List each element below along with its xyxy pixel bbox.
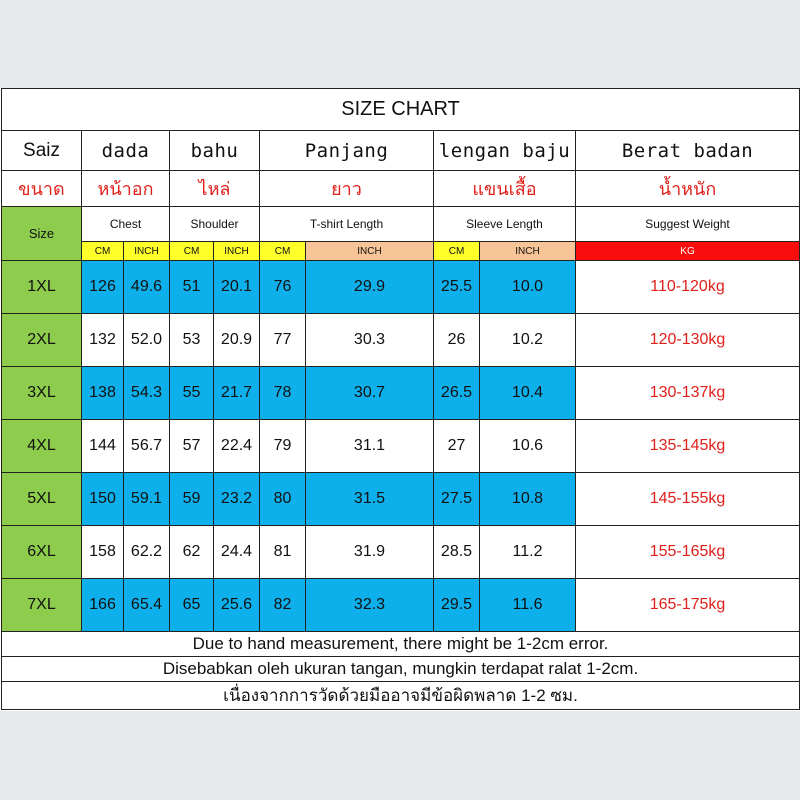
header-en-chest: Chest <box>82 207 170 242</box>
weight-cell: 145-155kg <box>576 473 800 526</box>
shoulder-cm-cell: 57 <box>170 420 214 473</box>
shoulder-cm-cell: 51 <box>170 261 214 314</box>
chest-cm-cell: 150 <box>82 473 124 526</box>
header-ms-length: Panjang <box>260 131 434 171</box>
unit-chest-cm: CM <box>82 242 124 261</box>
shoulder-cm-cell: 53 <box>170 314 214 367</box>
bottom-background <box>0 711 800 800</box>
chest-cm-cell: 132 <box>82 314 124 367</box>
chest-cm-cell: 158 <box>82 526 124 579</box>
english-header-row <box>2 207 800 242</box>
chest-inch-cell: 59.1 <box>124 473 170 526</box>
weight-cell: 120-130kg <box>576 314 800 367</box>
unit-weight-kg: KG <box>576 242 800 261</box>
header-en-length: T-shirt Length <box>260 207 434 242</box>
sleeve-cm-cell: 26.5 <box>434 367 480 420</box>
sleeve-cm-cell: 27 <box>434 420 480 473</box>
malay-header-row <box>2 131 800 171</box>
shoulder-inch-cell: 24.4 <box>214 526 260 579</box>
chest-cm-cell: 144 <box>82 420 124 473</box>
shoulder-inch-cell: 21.7 <box>214 367 260 420</box>
unit-row <box>2 242 800 261</box>
weight-cell: 130-137kg <box>576 367 800 420</box>
thai-header-row <box>2 171 800 207</box>
table-row <box>2 261 800 314</box>
table-row <box>2 579 800 632</box>
shoulder-cm-cell: 55 <box>170 367 214 420</box>
chest-cm-cell: 138 <box>82 367 124 420</box>
footer-note-en: Due to hand measurement, there might be 1-2cm error. <box>2 632 800 657</box>
top-background <box>0 0 800 88</box>
chest-inch-cell: 56.7 <box>124 420 170 473</box>
sleeve-inch-cell: 10.0 <box>480 261 576 314</box>
shoulder-inch-cell: 23.2 <box>214 473 260 526</box>
header-ms-sleeve: lengan baju <box>434 131 576 171</box>
shoulder-cm-cell: 65 <box>170 579 214 632</box>
table-row <box>2 473 800 526</box>
header-ms-shoulder: bahu <box>170 131 260 171</box>
length-inch-cell: 30.7 <box>306 367 434 420</box>
sleeve-inch-cell: 10.2 <box>480 314 576 367</box>
length-inch-cell: 30.3 <box>306 314 434 367</box>
chest-inch-cell: 52.0 <box>124 314 170 367</box>
header-ms-weight: Berat badan <box>576 131 800 171</box>
size-cell: 7XL <box>2 579 82 632</box>
header-th-weight: น้ำหนัก <box>576 171 800 207</box>
weight-cell: 165-175kg <box>576 579 800 632</box>
header-ms-chest: dada <box>82 131 170 171</box>
chest-inch-cell: 49.6 <box>124 261 170 314</box>
footer-note-ms: Disebabkan oleh ukuran tangan, mungkin terdapat ralat 1-2cm. <box>2 657 800 682</box>
length-cm-cell: 81 <box>260 526 306 579</box>
header-en-weight: Suggest Weight <box>576 207 800 242</box>
sleeve-cm-cell: 27.5 <box>434 473 480 526</box>
header-en-size: Size <box>2 207 82 261</box>
length-inch-cell: 32.3 <box>306 579 434 632</box>
length-cm-cell: 79 <box>260 420 306 473</box>
header-en-sleeve: Sleeve Length <box>434 207 576 242</box>
length-inch-cell: 31.5 <box>306 473 434 526</box>
shoulder-inch-cell: 20.9 <box>214 314 260 367</box>
shoulder-cm-cell: 59 <box>170 473 214 526</box>
sleeve-inch-cell: 10.8 <box>480 473 576 526</box>
sleeve-inch-cell: 10.4 <box>480 367 576 420</box>
length-inch-cell: 31.1 <box>306 420 434 473</box>
length-cm-cell: 82 <box>260 579 306 632</box>
unit-sleeve-inch: INCH <box>480 242 576 261</box>
sleeve-cm-cell: 26 <box>434 314 480 367</box>
unit-shoulder-cm: CM <box>170 242 214 261</box>
length-cm-cell: 77 <box>260 314 306 367</box>
unit-chest-inch: INCH <box>124 242 170 261</box>
sleeve-cm-cell: 28.5 <box>434 526 480 579</box>
chest-inch-cell: 62.2 <box>124 526 170 579</box>
header-th-shoulder: ไหล่ <box>170 171 260 207</box>
header-th-sleeve: แขนเสื้อ <box>434 171 576 207</box>
table-row <box>2 367 800 420</box>
sleeve-inch-cell: 11.6 <box>480 579 576 632</box>
length-cm-cell: 78 <box>260 367 306 420</box>
footer-note-th: เนื่องจากการวัดด้วยมืออาจมีข้อผิดพลาด 1-2 ซม. <box>2 682 800 710</box>
table-row <box>2 526 800 579</box>
chest-inch-cell: 54.3 <box>124 367 170 420</box>
size-cell: 3XL <box>2 367 82 420</box>
size-cell: 2XL <box>2 314 82 367</box>
unit-shoulder-inch: INCH <box>214 242 260 261</box>
weight-cell: 110-120kg <box>576 261 800 314</box>
header-th-length: ยาว <box>260 171 434 207</box>
length-inch-cell: 31.9 <box>306 526 434 579</box>
unit-length-cm: CM <box>260 242 306 261</box>
size-cell: 4XL <box>2 420 82 473</box>
table-row <box>2 420 800 473</box>
table-row <box>2 314 800 367</box>
length-inch-cell: 29.9 <box>306 261 434 314</box>
shoulder-inch-cell: 25.6 <box>214 579 260 632</box>
length-cm-cell: 80 <box>260 473 306 526</box>
sleeve-inch-cell: 11.2 <box>480 526 576 579</box>
header-en-shoulder: Shoulder <box>170 207 260 242</box>
sleeve-inch-cell: 10.6 <box>480 420 576 473</box>
unit-sleeve-cm: CM <box>434 242 480 261</box>
chart-title: SIZE CHART <box>2 89 800 131</box>
shoulder-inch-cell: 20.1 <box>214 261 260 314</box>
sleeve-cm-cell: 25.5 <box>434 261 480 314</box>
unit-length-inch: INCH <box>306 242 434 261</box>
shoulder-inch-cell: 22.4 <box>214 420 260 473</box>
weight-cell: 135-145kg <box>576 420 800 473</box>
sleeve-cm-cell: 29.5 <box>434 579 480 632</box>
size-chart-table <box>1 88 800 710</box>
weight-cell: 155-165kg <box>576 526 800 579</box>
chest-inch-cell: 65.4 <box>124 579 170 632</box>
size-cell: 1XL <box>2 261 82 314</box>
header-th-size: ขนาด <box>2 171 82 207</box>
chest-cm-cell: 166 <box>82 579 124 632</box>
chest-cm-cell: 126 <box>82 261 124 314</box>
header-th-chest: หน้าอก <box>82 171 170 207</box>
header-ms-size: Saiz <box>2 131 82 171</box>
size-cell: 6XL <box>2 526 82 579</box>
size-cell: 5XL <box>2 473 82 526</box>
shoulder-cm-cell: 62 <box>170 526 214 579</box>
length-cm-cell: 76 <box>260 261 306 314</box>
